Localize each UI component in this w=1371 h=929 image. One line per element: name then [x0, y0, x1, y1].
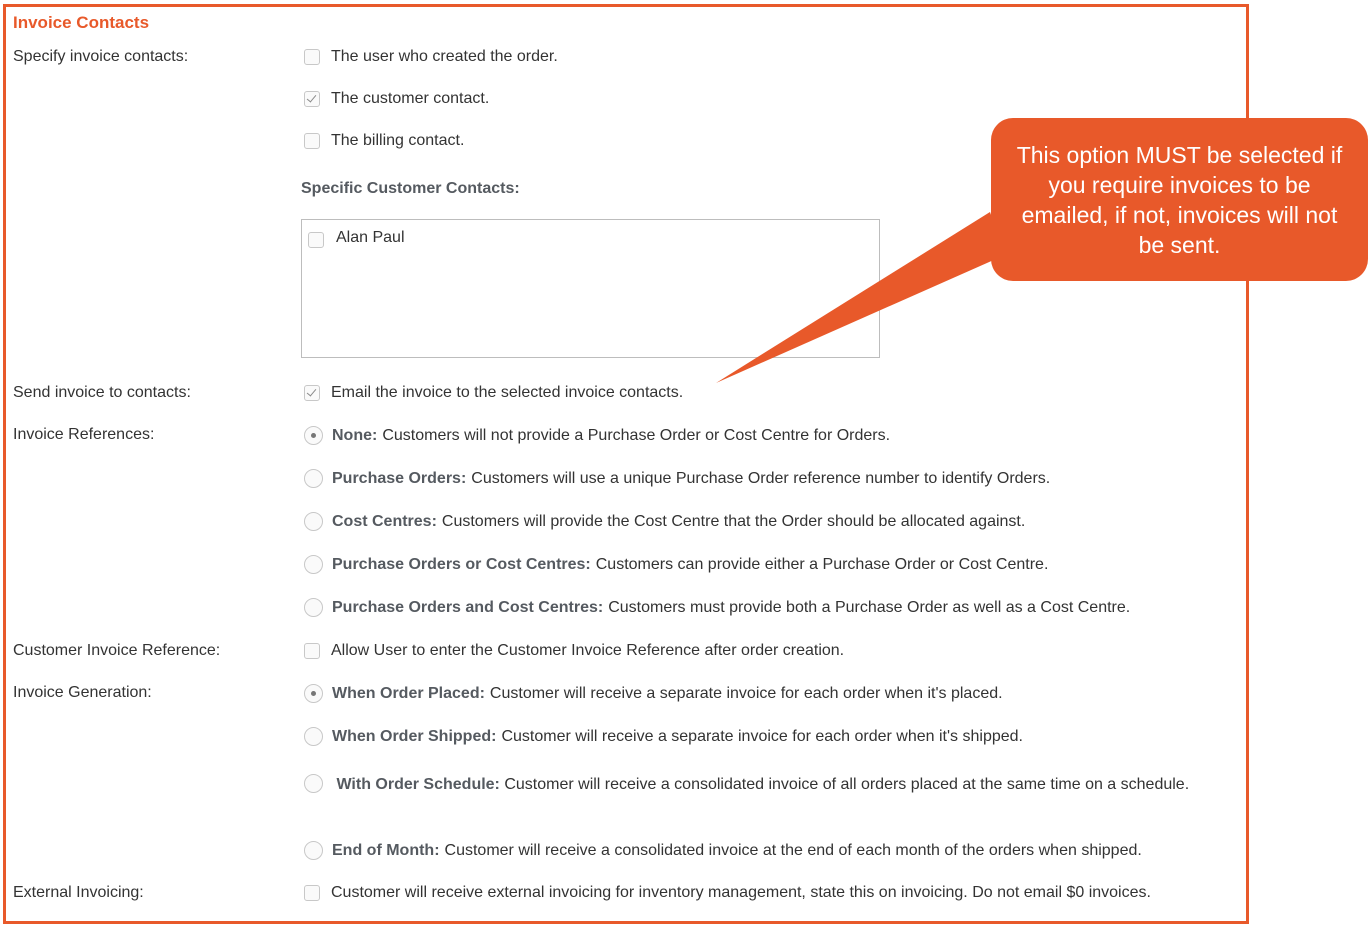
specific-contacts-list[interactable]: [301, 219, 880, 358]
contact-option-label: The user who created the order.: [331, 48, 558, 65]
external-invoicing-text: Customer will receive external invoicing for inventory management, state this on invoicing. Do not email $0 invoices.: [331, 884, 1151, 901]
contact-name: Alan Paul: [336, 229, 405, 246]
email-invoice-checkbox[interactable]: [304, 385, 320, 401]
cost-centres-radio[interactable]: [304, 512, 323, 531]
order-creator-checkbox[interactable]: [304, 49, 320, 65]
option-title: End of Month:: [332, 841, 440, 859]
contact-option-label: The billing contact.: [331, 132, 465, 149]
po-or-cc-radio[interactable]: [304, 555, 323, 574]
customer-invoice-reference-label: Customer Invoice Reference:: [13, 642, 221, 659]
email-invoice-text: Email the invoice to the selected invoice contacts.: [331, 384, 684, 401]
specify-invoice-contacts-label: Specify invoice contacts:: [13, 48, 189, 65]
specific-customer-contacts-heading: Specific Customer Contacts:: [301, 180, 520, 197]
purchase-orders-radio[interactable]: [304, 469, 323, 488]
option-text: Customer will receive a separate invoice for each order when it's placed.: [489, 684, 1003, 702]
option-text: Customers will not provide a Purchase Order or Cost Centre for Orders.: [382, 426, 891, 444]
customer-invoice-reference-checkbox[interactable]: [304, 643, 320, 659]
customer-invoice-reference-text: Allow User to enter the Customer Invoice Reference after order creation.: [331, 642, 845, 659]
none-radio[interactable]: [304, 426, 323, 445]
option-title: When Order Placed:: [332, 684, 485, 702]
po-and-cc-radio[interactable]: [304, 598, 323, 617]
contact-option-label: The customer contact.: [331, 90, 490, 107]
option-title: None:: [332, 426, 378, 444]
option-title: Purchase Orders:: [332, 469, 467, 487]
order-schedule-radio[interactable]: [304, 774, 323, 793]
reference-option-po-or-cc[interactable]: [304, 555, 1048, 574]
end-of-month-radio[interactable]: [304, 841, 323, 860]
section-title: Invoice Contacts: [13, 13, 150, 32]
email-invoice-option[interactable]: [304, 384, 683, 402]
option-title: Purchase Orders and Cost Centres:: [332, 598, 604, 616]
option-title: Cost Centres:: [332, 512, 437, 530]
option-text: Customers can provide either a Purchase Order or Cost Centre.: [595, 555, 1049, 573]
option-text: Customer will receive a consolidated invoice at the end of each month of the orders when shipped.: [444, 841, 1142, 859]
contact-option-order-creator[interactable]: [304, 48, 558, 66]
callout-text: This option MUST be selected if you require invoices to be emailed, if not, invoices will not be sent.: [1016, 141, 1343, 258]
customer-invoice-reference-option[interactable]: [304, 642, 844, 660]
option-text: Customers will use a unique Purchase Order reference number to identify Orders.: [471, 469, 1051, 487]
option-text: Customer will receive a separate invoice for each order when it's shipped.: [501, 727, 1023, 745]
contact-option-billing-contact[interactable]: [304, 132, 464, 150]
invoice-generation-label: Invoice Generation:: [13, 684, 152, 701]
option-title: Purchase Orders or Cost Centres:: [332, 555, 591, 573]
option-text: Customer will receive a consolidated invoice of all orders placed at the same time on a schedule.: [504, 776, 1190, 793]
reference-option-po-and-cc[interactable]: [304, 598, 1130, 617]
reference-option-purchase-orders[interactable]: [304, 469, 1050, 488]
external-invoicing-option[interactable]: [304, 884, 1151, 902]
generation-option-order-shipped[interactable]: [304, 727, 1023, 746]
generation-option-end-of-month[interactable]: [304, 841, 1142, 860]
external-invoicing-label: External Invoicing:: [13, 884, 144, 901]
list-item[interactable]: [308, 228, 405, 248]
reference-option-none[interactable]: [304, 426, 890, 445]
send-invoice-label: Send invoice to contacts:: [13, 384, 191, 401]
invoice-references-label: Invoice References:: [13, 426, 155, 443]
external-invoicing-checkbox[interactable]: [304, 885, 320, 901]
callout-annotation: [991, 118, 1368, 281]
generation-option-order-placed[interactable]: [304, 684, 1003, 703]
option-text: Customers must provide both a Purchase Order as well as a Cost Centre.: [608, 598, 1131, 616]
generation-option-order-schedule[interactable]: [301, 771, 1201, 798]
order-placed-radio[interactable]: [304, 684, 323, 703]
reference-option-cost-centres[interactable]: [304, 512, 1025, 531]
billing-contact-checkbox[interactable]: [304, 133, 320, 149]
option-title: When Order Shipped:: [332, 727, 497, 745]
option-title: With Order Schedule:: [336, 776, 500, 793]
option-text: Customers will provide the Cost Centre that the Order should be allocated against.: [441, 512, 1026, 530]
customer-contact-checkbox[interactable]: [304, 91, 320, 107]
contact-option-customer-contact[interactable]: [304, 90, 489, 108]
alan-paul-checkbox[interactable]: [308, 232, 324, 248]
order-shipped-radio[interactable]: [304, 727, 323, 746]
